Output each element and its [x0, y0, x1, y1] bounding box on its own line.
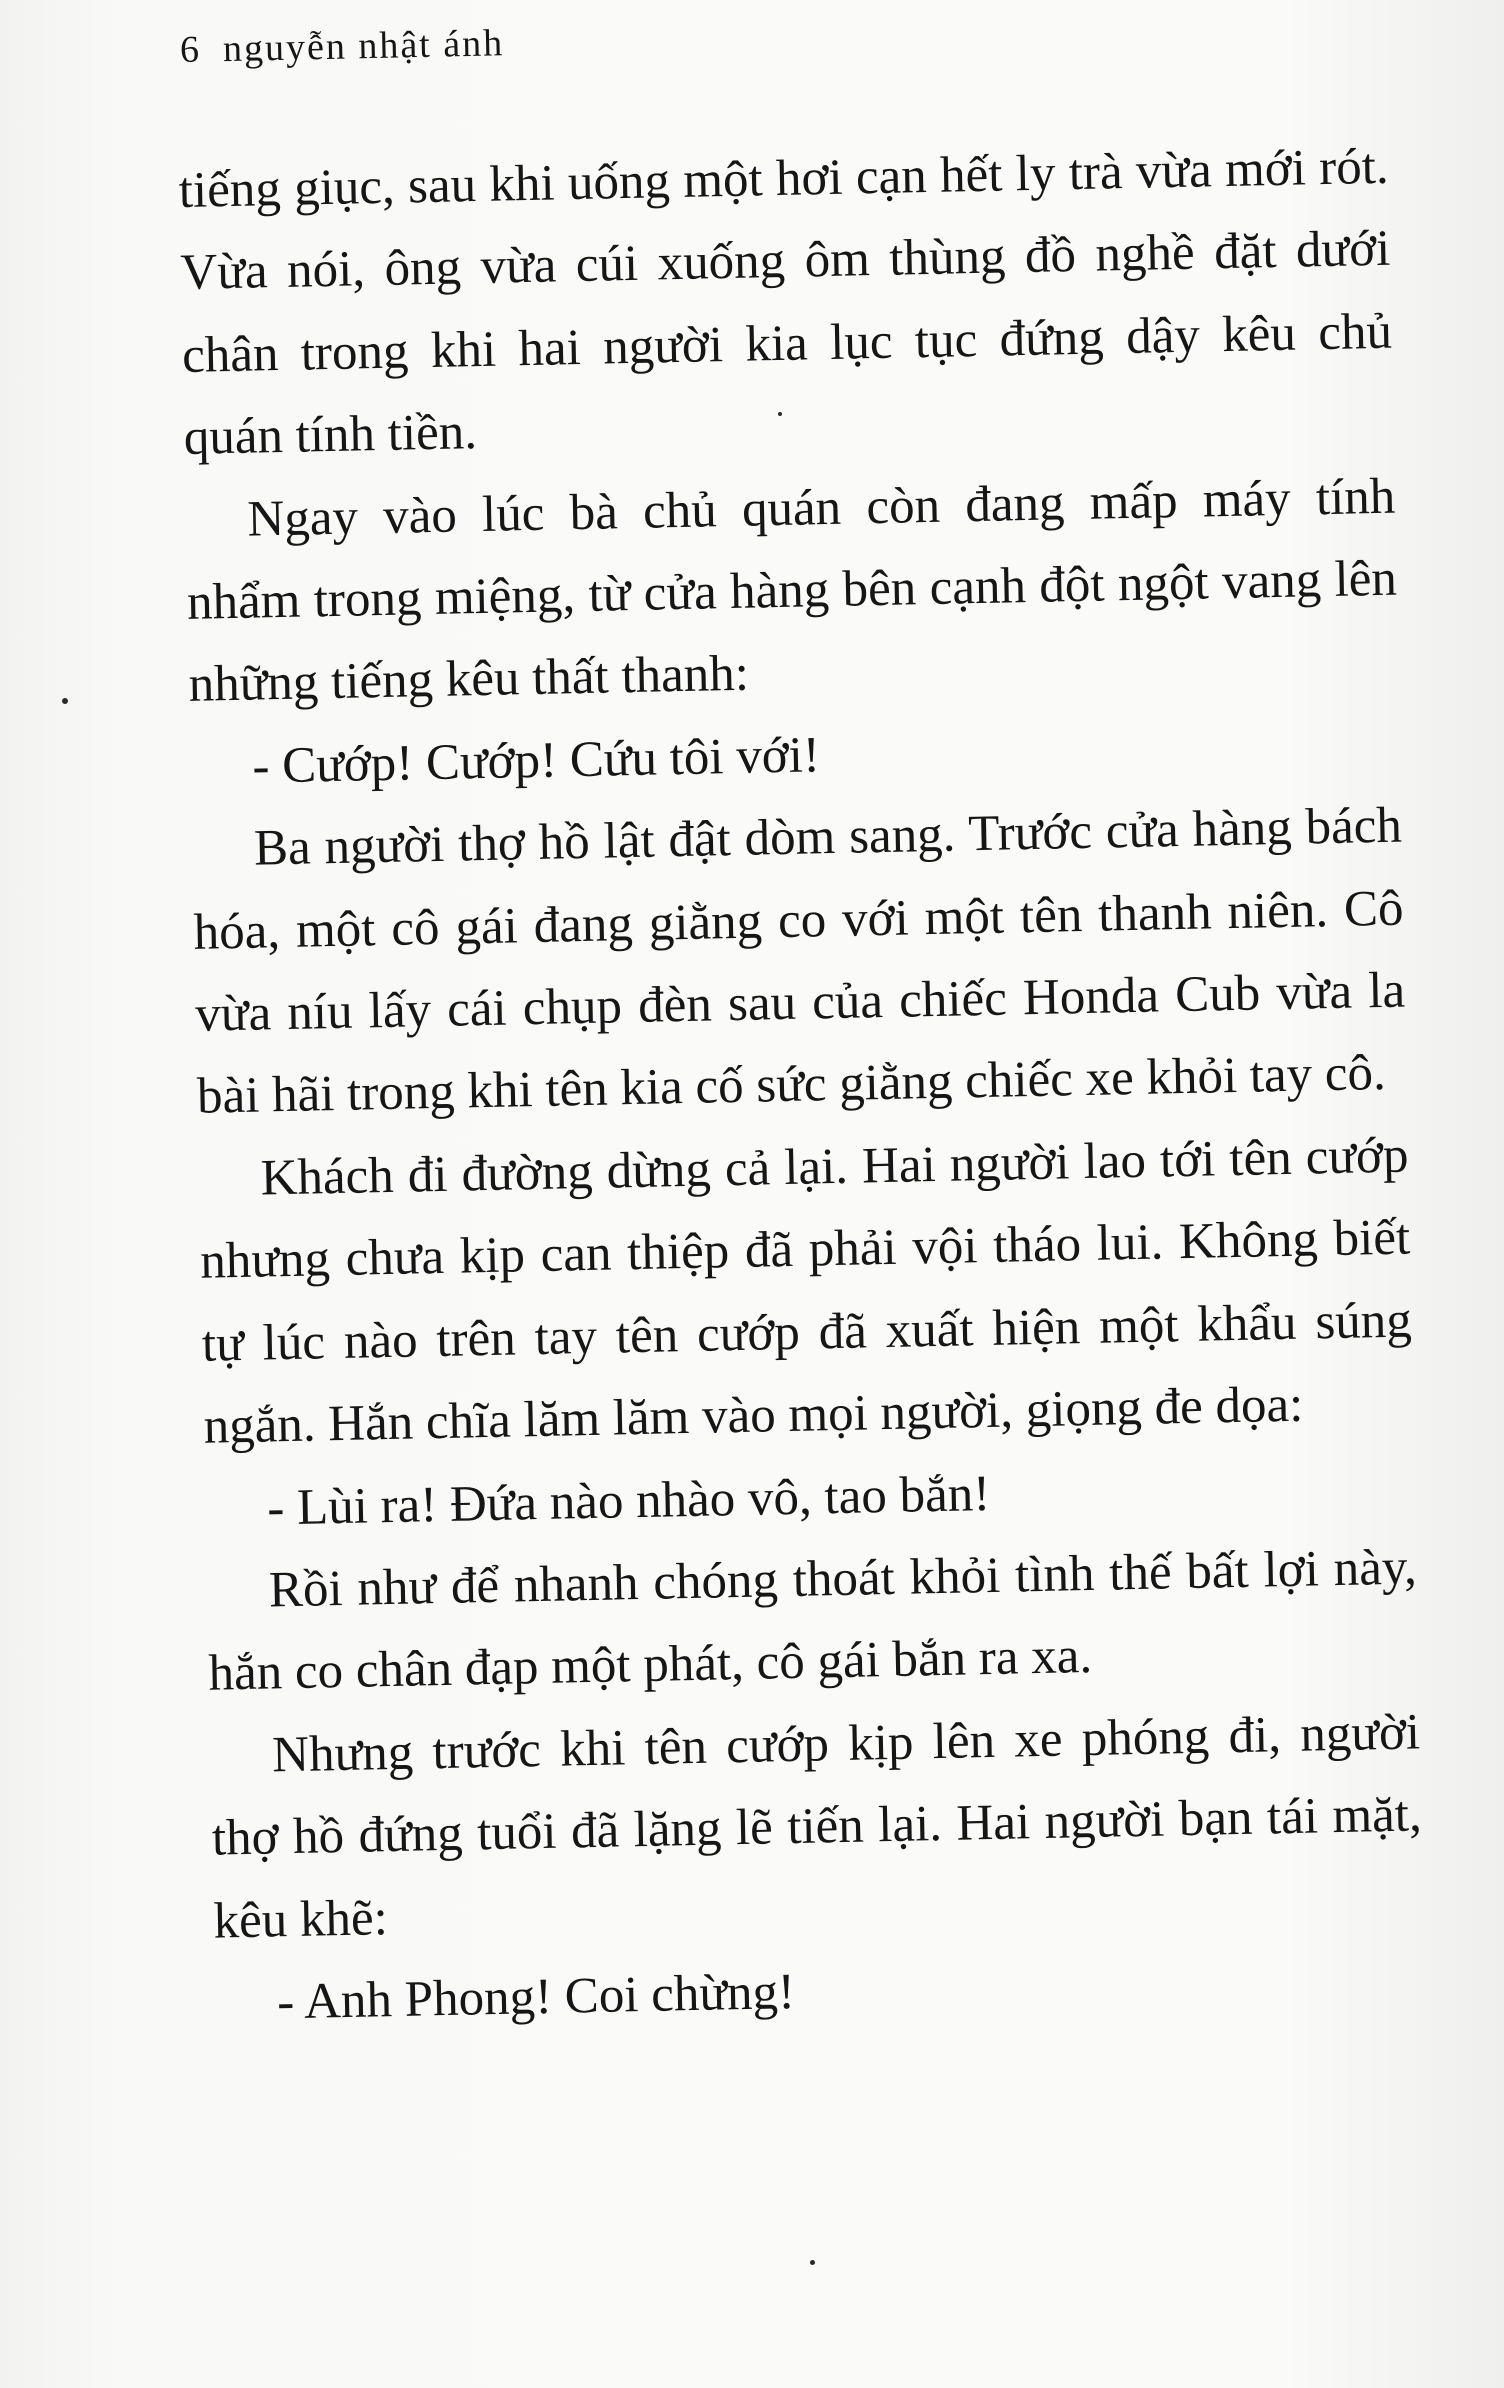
paragraph: Khách đi đường dừng cả lại. Hai người lao tới tên cướp nhưng chưa kịp can thiệp đã phải vội tháo lui. Không biết tự lúc nào trên tay tên cướp đã xuất hiện một khẩu súng ngắn. Hắn chĩa lăm lăm vào mọi người, giọng đe dọa: — [199, 1127, 1413, 1455]
paragraph: Nhưng trước khi tên cướp kịp lên xe phóng đi, người thợ hồ đứng tuổi đã lặng lẽ tiến lại. Hai người bạn tái mặt, kêu khẽ: — [211, 1704, 1423, 1950]
author-name: nguyễn nhật ánh — [222, 22, 505, 71]
running-header — [180, 21, 505, 72]
scan-speck — [810, 2260, 815, 2265]
paragraph: tiếng giục, sau khi uống một hơi cạn hết ly trà vừa mới rót. Vừa nói, ông vừa cúi xuống ôm thùng đồ nghề đặt dưới chân trong khi hai người kia lục tục đứng dậy kêu chủ quán tính tiền. — [178, 138, 1393, 467]
paragraph: Ngay vào lúc bà chủ quán còn đang mấp máy tính nhẩm trong miệng, từ cửa hàng bên cạnh đột ngột vang lên những tiếng kêu thất thanh: — [186, 468, 1398, 714]
page-number: 6 — [179, 28, 202, 71]
scan-speck — [62, 698, 68, 704]
dialogue-line: - Anh Phong! Coi chừng! — [276, 1963, 796, 2031]
scan-speck — [778, 412, 782, 416]
paragraph: Rồi như để nhanh chóng thoát khỏi tình thế bất lợi này, hắn co chân đạp một phát, cô gái bắn ra xa. — [208, 1539, 1418, 1702]
body-text — [178, 126, 1426, 2045]
dialogue-line: - Cướp! Cướp! Cứu tôi với! — [251, 727, 821, 795]
dialogue-line: - Lùi ra! Đứa nào nhào vô, tao bắn! — [266, 1465, 991, 1536]
paragraph: Ba người thợ hồ lật đật dòm sang. Trước cửa hàng bách hóa, một cô gái đang giằng co với một tên thanh niên. Cô vừa níu lấy cái chụp đèn sau của chiếc Honda Cub vừa la bài hãi trong khi tên kia cố sức giằng chiếc xe khỏi tay cô. — [193, 797, 1406, 1126]
